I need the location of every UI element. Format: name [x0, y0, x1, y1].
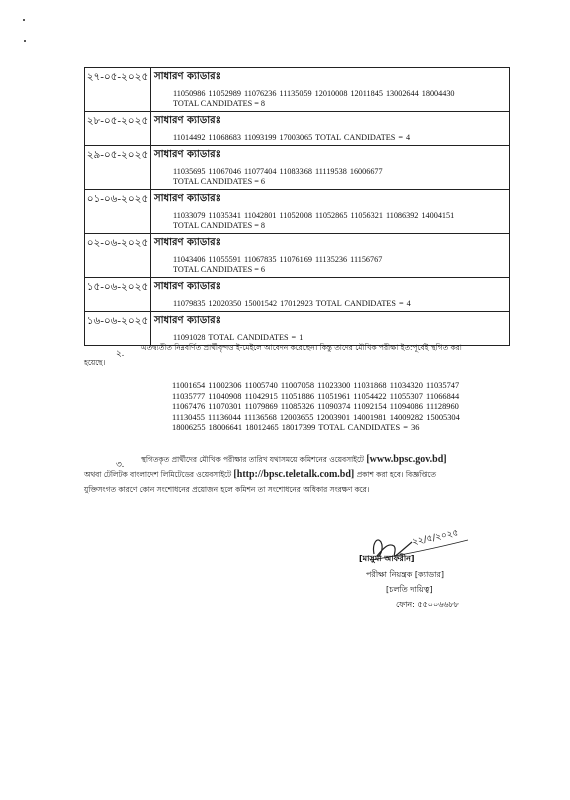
- cadre-category: সাধারণ ক্যাডারঃ: [154, 115, 221, 126]
- roll-grid-row: 18006255 18006641 18012465 18017399 TOTAL CANDIDATES = 36: [172, 423, 420, 433]
- signatory-title: পরীক্ষা নিয়ন্ত্রক [ক্যাডার]: [366, 570, 445, 579]
- cadre-category: সাধারণ ক্যাডারঃ: [154, 149, 221, 160]
- roll-numbers: 11079835 12020350 15001542 17012923 TOTAL CANDIDATES = 4: [173, 299, 411, 308]
- schedule-detail: [151, 112, 510, 146]
- para-2-line-2: হয়েছে।: [84, 358, 106, 367]
- roll-grid-row: 11001654 11002306 11005740 11007058 11023300 11031868 11034320 11035747: [172, 381, 460, 390]
- cadre-category: সাধারণ ক্যাডারঃ: [154, 193, 221, 204]
- schedule-row: [85, 234, 510, 278]
- schedule-detail: [151, 234, 510, 278]
- roll-grid-row: 11130455 11136044 11136568 12003655 12003901 14001981 14009282 15005304: [172, 412, 460, 422]
- roll-numbers: 11091028 TOTAL CANDIDATES = 1: [173, 333, 304, 342]
- para-3-number: ৩.: [116, 459, 125, 469]
- total-candidates: TOTAL CANDIDATES = 8: [173, 99, 265, 108]
- para-3-line-2: অথবা টেলিটক বাংলাদেশ লিমিটেডের ওয়েবসাইটে [http://bpsc.teletalk.com.bd] প্রকাশ করা হবে। বিজ্ঞপ্তিতে: [84, 469, 436, 480]
- scan-speck: [24, 40, 26, 42]
- schedule-row: [85, 278, 510, 312]
- roll-numbers: 11035695 11067046 11077404 11083368 11119538 16006677: [173, 167, 383, 176]
- schedule-detail: [151, 190, 510, 234]
- schedule-detail: [151, 278, 510, 312]
- signatory-status: [চলতি দায়িত্ব]: [386, 585, 433, 594]
- schedule-date: ২৯-০৫-২০২৫: [85, 146, 151, 190]
- signatory-phone: ফোন: ৫৫০০৬৬৮৮: [396, 600, 459, 609]
- schedule-date: ২৮-০৫-২০২৫: [85, 112, 151, 146]
- schedule-detail: [151, 146, 510, 190]
- schedule-row: [85, 190, 510, 234]
- interview-schedule-table: [84, 67, 510, 346]
- schedule-date: ১৫-০৬-২০২৫: [85, 278, 151, 312]
- para-3-line-3: যুক্তিসংগত কারণে কোন সংশোধনের প্রয়োজন হলে কমিশন তা সংশোধনের অধিকার সংরক্ষণ করে।: [84, 485, 370, 494]
- teletalk-website-link[interactable]: [http://bpsc.teletalk.com.bd]: [233, 469, 355, 480]
- roll-numbers: 11043406 11055591 11067835 11076169 11135236 11156767: [173, 255, 383, 264]
- total-candidates: TOTAL CANDIDATES = 6: [173, 265, 265, 274]
- schedule-row: [85, 112, 510, 146]
- signature-handwritten-date: ২২/৫/২০২৫: [411, 528, 460, 548]
- schedule-row: [85, 146, 510, 190]
- schedule-detail: [151, 68, 510, 112]
- roll-grid-row: 11067476 11070301 11079869 11085326 11090374 11092154 11094086 11128960: [172, 402, 459, 412]
- total-candidates: TOTAL CANDIDATES = 6: [173, 177, 265, 186]
- schedule-row: [85, 68, 510, 112]
- roll-numbers: 11050986 11052989 11076236 11135059 12010008 12011845 13002644 18004430: [173, 89, 455, 98]
- para-3-line-1: স্থগিতকৃত প্রার্থীদের মৌখিক পরীক্ষার তারিখ যথাসময়ে কমিশনের ওয়েবসাইটে [www.bpsc.gov.bd]: [141, 454, 447, 465]
- scan-speck: [23, 19, 25, 21]
- roll-numbers: 11014492 11068683 11093199 17003065 TOTAL CANDIDATES = 4: [173, 133, 411, 142]
- para-2-line-1: এতদ্ব্যতীত নিম্নবর্ণিত প্রার্থীবৃন্দও ই-মেইলে আবেদন করেছেন। কিন্তু তাদের মৌখিক পরীক্ষা ইত:পূর্বেই স্থগিত করা: [141, 343, 462, 352]
- bpsc-website-link[interactable]: [www.bpsc.gov.bd]: [366, 454, 447, 465]
- suspended-roll-grid: [172, 381, 460, 434]
- schedule-date: ০২-০৬-২০২৫: [85, 234, 151, 278]
- roll-numbers: 11033079 11035341 11042801 11052008 11052865 11056321 11086392 14004151: [173, 211, 455, 220]
- total-candidates: TOTAL CANDIDATES = 8: [173, 221, 265, 230]
- schedule-date: ০১-০৬-২০২৫: [85, 190, 151, 234]
- signatory-name: [মাসুমা আফরীন]: [359, 554, 415, 563]
- cadre-category: সাধারণ ক্যাডারঃ: [154, 281, 221, 292]
- roll-grid-row: 11035777 11040908 11042915 11051886 11051961 11054422 11055307 11066844: [172, 391, 460, 401]
- cadre-category: সাধারণ ক্যাডারঃ: [154, 315, 221, 326]
- para-2-number: ২.: [116, 348, 125, 358]
- cadre-category: সাধারণ ক্যাডারঃ: [154, 237, 221, 248]
- cadre-category: সাধারণ ক্যাডারঃ: [154, 71, 221, 82]
- schedule-date: ১৬-০৬-২০২৫: [85, 312, 151, 346]
- schedule-date: ২৭-০৫-২০২৫: [85, 68, 151, 112]
